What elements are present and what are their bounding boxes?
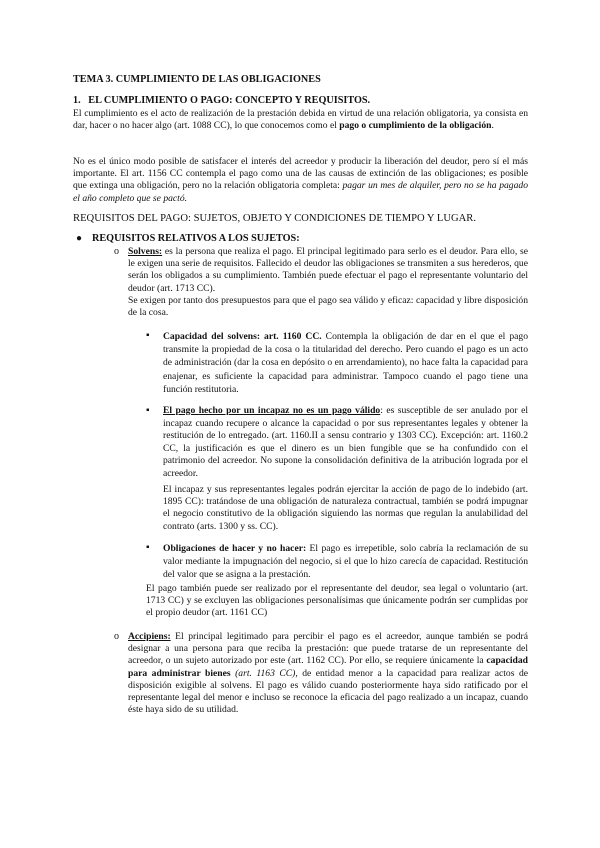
sub-incapaz-label: El pago hecho por un incapaz no es un pago válido <box>163 405 381 416</box>
section-title: EL CUMPLIMIENTO O PAGO: CONCEPTO Y REQUISITOS. <box>88 95 371 106</box>
circle-bullet-icon: o <box>114 631 119 642</box>
square-bullet-icon: ▪ <box>146 330 150 341</box>
paragraph-definition <box>73 108 528 132</box>
bullet-icon: ● <box>76 233 83 244</box>
square-bullet-icon: ▪ <box>146 542 150 553</box>
paragraph-text: No es el único modo posible de satisfacer el interés del acreedor y producir la liberación del deudor, pero sí el más importante. El art. 1156 CC contempla el pago como una de las causas de extinción de las obligaciones; es posible que extinga una obligación, pero no la relación obligatoria completa: <box>73 156 528 192</box>
accipiens-italic-ref: (art. 1163 CC), <box>230 667 298 679</box>
accipiens-bold-term: capacidad para administrar bienes <box>128 655 528 679</box>
sub-hacer-text: El pago es irrepetible, solo cabría la reclamación de su valor mediante la impugnación del negocio, si el que lo hizo carecía de capacidad. Restitución del valor que se asigna a la prestación. <box>163 543 528 580</box>
section-number: 1. <box>73 95 81 106</box>
sub-capacidad-label: Capacidad del solvens: art. 1160 CC. <box>163 331 322 342</box>
sub-incapaz <box>163 405 528 481</box>
accipiens-text: El principal legitimado para percibir el pago es el acreedor, aunque también se podrá designar a una persona para que reciba la prestación: que puede tratarse de un representante del acreedor, o un sujeto autorizado por este (art. 1162 CC). Por ello, se requiere únicamente la <box>128 631 528 667</box>
accipiens-text-end: de entidad menor a la capacidad para realizar actos de disposición exigible al solvens. El pago es válido cuando posteriormente haya sido ratificado por el representante legal del menor e incluso se reconoce la eficacia del pago realizado a un incapaz, cuando éste haya sido de su utilidad. <box>128 667 528 716</box>
accipiens-label: Accipiens: <box>128 631 171 642</box>
paragraph-italic-example: pagar un mes de alquiler, pero no se ha pagado el año completo que se pactó. <box>73 180 528 204</box>
sub-hacer-label: Obligaciones de hacer y no hacer: <box>163 543 307 554</box>
solvens-text: es la persona que realiza el pago. El principal legitimado para serlo es el deudor. Para ello, se le exigen una serie de requisitos. Fallecido el deudor las obligaciones se transmiten a sus herederos, que serán los obligados a su cumplimiento. También puede efectuar el pago el representante voluntario del deudor (art. 1713 CC). <box>128 246 528 294</box>
solvens-paragraph <box>128 246 528 295</box>
circle-bullet-icon: o <box>114 246 119 257</box>
square-bullet-icon: ▪ <box>146 405 150 416</box>
paragraph-text: El cumplimiento es el acto de realización de la prestación debida en virtud de una relación obligatoria, ya consista en dar, hacer o no hacer algo (art. 1088 CC), lo que conocemos como el <box>73 108 528 132</box>
sub-hacer-no-hacer <box>163 542 528 581</box>
requisitos-heading: REQUISITOS DEL PAGO: SUJETOS, OBJETO Y CONDICIONES DE TIEMPO Y LUGAR. <box>73 213 476 224</box>
sub-incapaz-continuation: El incapaz y sus representantes legales podrán ejercitar la acción de pago de lo indebido (art. 1895 CC): tratándose de una obligación de naturaleza contractual, también se podrá impugnar el negocio constitutivo de la obligación siguiendo las normas que regulan la anulabilidad del contrato (arts. 1300 y ss. CC). <box>163 484 528 532</box>
page-title: TEMA 3. CUMPLIMIENTO DE LAS OBLIGACIONES <box>73 74 321 85</box>
solvens-label: Solvens: <box>128 246 163 257</box>
solvens-closing-paragraph: El pago también puede ser realizado por el representante del deudor, sea legal o voluntario (art. 1713 CC) y se excluyen las obligaciones personalísimas que únicamente podrán ser cumplidas por el propio deudor (art. 1161 CC) <box>146 583 528 619</box>
sub-capacidad-text: Contempla la obligación de dar en el que el pago transmite la propiedad de la cosa o la titularidad del derecho. Pero cuando el pago es un acto de administración (dar la cosa en depósito o en arrendamiento), no hace falta la capacidad para enajenar, es suficiente la capacidad para administrar. Tampoco cuando el pago tiene una función restitutoria. <box>163 331 529 395</box>
sub-capacidad <box>163 330 528 396</box>
solvens-presupuestos: Se exigen por tanto dos presupuestos para que el pago sea válido y eficaz: capacidad y libre disposición de la cosa. <box>128 295 528 319</box>
sub-incapaz-text: : es susceptible de ser anulado por el incapaz cuando recupere o alcance la capacidad o por sus representantes legales y obtener la restitución de lo entregado. (art. 1160.II a sensu contrario y 1303 CC). Excepción: art. 1160.2 CC, la justificación es que el dinero es un bien fungible que se ha confundido con el patrimonio del acreedor. No supone la consolidación definitiva de la atribución lograda por el acreedor. <box>163 405 528 479</box>
accipiens-paragraph <box>128 631 528 716</box>
requisitos-sujetos-label: REQUISITOS RELATIVOS A LOS SUJETOS: <box>92 233 300 244</box>
paragraph-bold-term: pago o cumplimiento de la obligación <box>339 120 492 132</box>
paragraph-extincion <box>73 156 528 205</box>
paragraph-end: . <box>491 120 494 132</box>
section-heading <box>73 95 533 107</box>
